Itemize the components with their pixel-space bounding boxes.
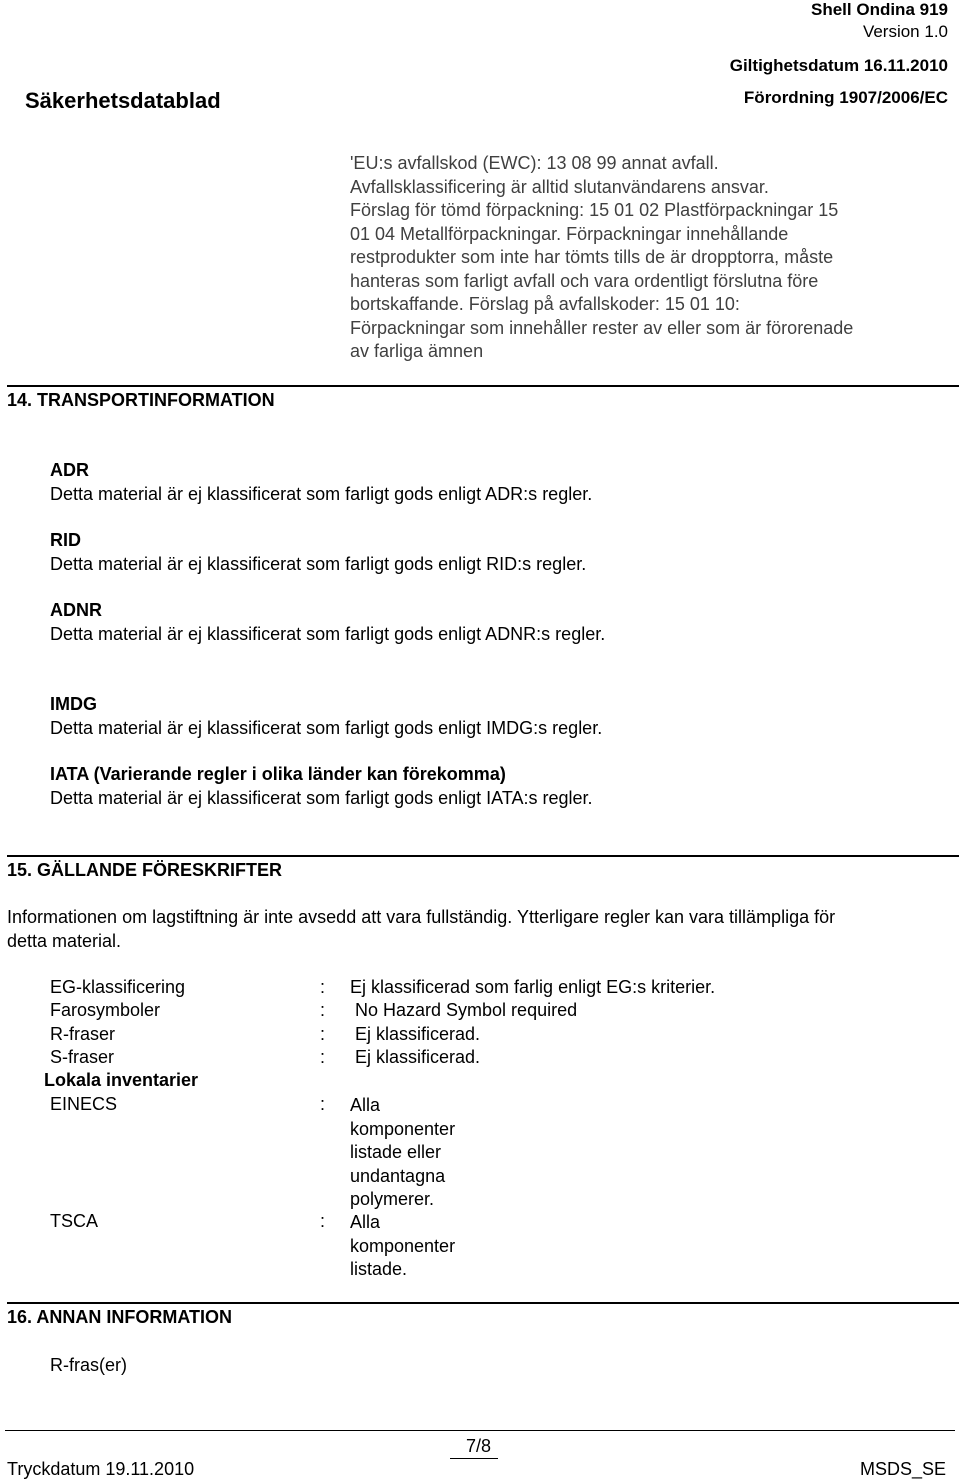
disposal-text xyxy=(350,152,853,364)
tsca-line: listade. xyxy=(350,1259,408,1279)
einecs-value xyxy=(350,1094,455,1212)
row-label: Farosymboler xyxy=(50,1000,161,1020)
disposal-line: Förpackningar som innehåller rester av eller som är förorenade xyxy=(350,317,854,338)
tsca-value xyxy=(350,1211,455,1282)
page-number: 7/8 xyxy=(466,1436,492,1456)
disposal-line: 01 04 Metallförpackningar. Förpackningar innehållande xyxy=(350,223,789,244)
imdg-text: Detta material är ej klassificerat som farligt gods enligt IMDG:s regler. xyxy=(50,718,603,738)
regulatory-intro-line: Informationen om lagstiftning är inte avsedd att vara fullständig. Ytterligare regler kan vara tillämpliga för xyxy=(7,907,836,927)
disposal-line: Avfallsklassificering är alltid slutanvändarens ansvar. xyxy=(350,176,769,197)
regulatory-intro-line: detta material. xyxy=(7,931,122,951)
einecs-line: komponenter xyxy=(350,1118,456,1139)
product-name: Shell Ondina 919 xyxy=(811,0,948,19)
footer-rule xyxy=(5,1430,955,1431)
einecs-line: undantagna xyxy=(350,1165,446,1186)
tsca-line: komponenter xyxy=(350,1235,456,1256)
row-value: Ej klassificerad. xyxy=(355,1024,481,1044)
row-separator: : xyxy=(320,977,326,997)
einecs-line: Alla xyxy=(350,1095,381,1115)
disposal-line: hanteras som farligt avfall och vara ordentligt förslutna före xyxy=(350,270,819,291)
adr-text: Detta material är ej klassificerat som farligt gods enligt ADR:s regler. xyxy=(50,484,593,504)
row-label: R-fraser xyxy=(50,1024,116,1044)
einecs-label: EINECS xyxy=(50,1094,118,1114)
iata-label: IATA (Varierande regler i olika länder kan förekomma) xyxy=(50,764,506,784)
disposal-line: av farliga ämnen xyxy=(350,341,484,361)
disposal-line: restprodukter som inte har tömts tills de är dropptorra, måste xyxy=(350,247,834,267)
imdg-label: IMDG xyxy=(50,694,97,714)
page-number-underline xyxy=(450,1458,498,1459)
section-14-title: 14. TRANSPORTINFORMATION xyxy=(7,390,275,410)
row-separator: : xyxy=(320,1000,326,1020)
rid-text: Detta material är ej klassificerat som farligt gods enligt RID:s regler. xyxy=(50,554,587,574)
section-divider xyxy=(7,1302,959,1304)
disposal-line: 'EU:s avfallskod (EWC): 13 08 99 annat avfall. xyxy=(350,153,719,173)
section-15-title: 15. GÄLLANDE FÖRESKRIFTER xyxy=(7,860,283,880)
einecs-separator: : xyxy=(320,1094,326,1114)
validity-date: Giltighetsdatum 16.11.2010 xyxy=(729,56,948,75)
document-title: Säkerhetsdatablad xyxy=(25,88,221,113)
einecs-line: polymerer. xyxy=(350,1189,435,1209)
row-separator: : xyxy=(320,1024,326,1044)
document-code: MSDS_SE xyxy=(859,1459,946,1479)
row-label: S-fraser xyxy=(50,1047,115,1067)
section-divider xyxy=(7,855,959,857)
version: Version 1.0 xyxy=(862,22,948,41)
print-date: Tryckdatum 19.11.2010 xyxy=(7,1459,195,1479)
local-inventories-heading: Lokala inventarier xyxy=(44,1070,199,1090)
disposal-line: bortskaffande. Förslag på avfallskoder: 15 01 10: xyxy=(350,294,740,314)
section-16-title: 16. ANNAN INFORMATION xyxy=(7,1307,232,1327)
row-value: Ej klassificerad. xyxy=(355,1047,481,1067)
disposal-line: Förslag för tömd förpackning: 15 01 02 Plastförpackningar 15 xyxy=(350,200,839,220)
row-value: No Hazard Symbol required xyxy=(355,1000,578,1020)
row-value: Ej klassificerad som farlig enligt EG:s kriterier. xyxy=(350,977,716,997)
row-label: EG-klassificering xyxy=(50,977,186,997)
tsca-separator: : xyxy=(320,1211,326,1231)
adnr-label: ADNR xyxy=(50,600,102,620)
row-separator: : xyxy=(320,1047,326,1067)
adnr-text: Detta material är ej klassificerat som farligt gods enligt ADNR:s regler. xyxy=(50,624,606,644)
regulation: Förordning 1907/2006/EC xyxy=(743,88,948,107)
einecs-line: listade eller xyxy=(350,1142,442,1162)
tsca-label: TSCA xyxy=(50,1211,99,1231)
iata-text: Detta material är ej klassificerat som farligt gods enligt IATA:s regler. xyxy=(50,788,593,808)
tsca-line: Alla xyxy=(350,1212,381,1232)
r-phrases-label: R-fras(er) xyxy=(50,1355,127,1375)
section-divider xyxy=(7,385,959,387)
adr-label: ADR xyxy=(50,460,89,480)
rid-label: RID xyxy=(50,530,81,550)
